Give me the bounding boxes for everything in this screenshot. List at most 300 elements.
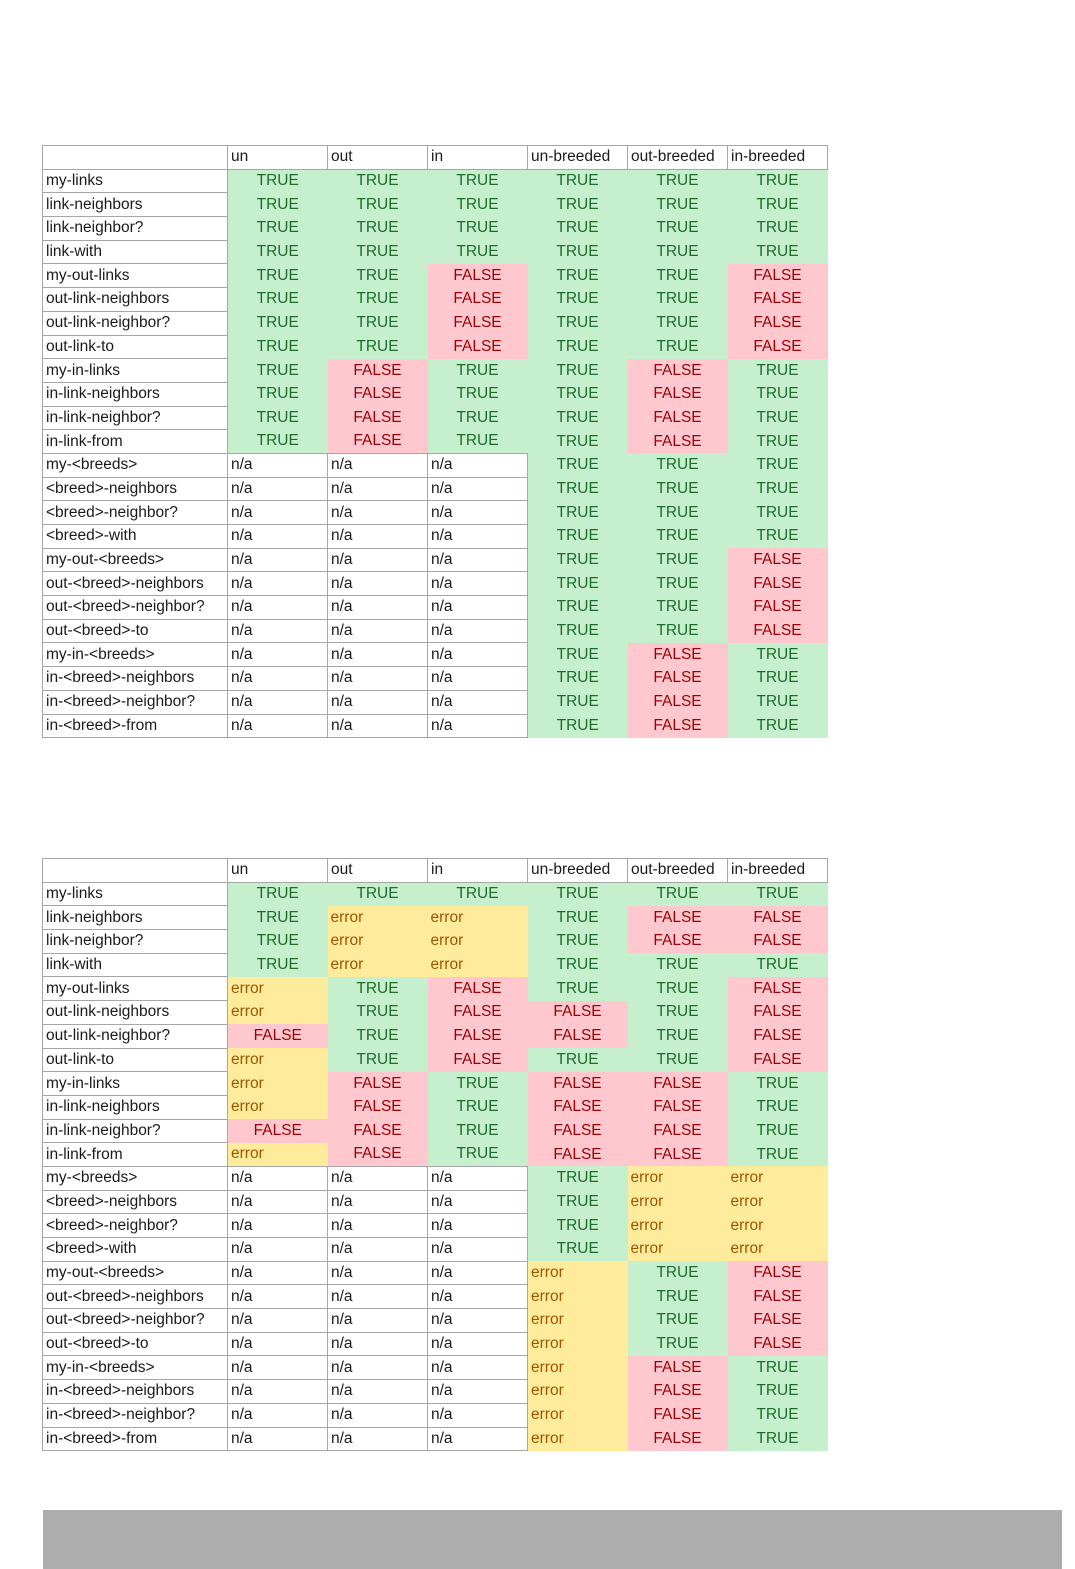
row-label: <breed>-with (43, 1238, 228, 1262)
table-row (43, 1119, 828, 1143)
result-cell: TRUE (328, 1048, 428, 1072)
row-label: in-link-from (43, 1143, 228, 1167)
corner-cell (43, 859, 228, 883)
table-row (43, 1048, 828, 1072)
result-cell: TRUE (328, 882, 428, 906)
result-cell: TRUE (528, 264, 628, 288)
result-cell: FALSE (728, 335, 828, 359)
result-cell: error (728, 1190, 828, 1214)
result-cell: n/a (228, 572, 328, 596)
result-cell: TRUE (228, 169, 328, 193)
result-cell: TRUE (528, 619, 628, 643)
result-cell: TRUE (328, 193, 428, 217)
result-cell: error (528, 1332, 628, 1356)
table-row (43, 1214, 828, 1238)
header-row (43, 146, 828, 170)
result-cell: TRUE (728, 359, 828, 383)
results-table-2 (42, 858, 828, 1451)
result-cell: FALSE (528, 1072, 628, 1096)
result-cell: n/a (328, 1238, 428, 1262)
result-cell: TRUE (228, 406, 328, 430)
result-cell: TRUE (228, 264, 328, 288)
row-label: out-link-to (43, 335, 228, 359)
result-cell: n/a (228, 1166, 328, 1190)
column-header: out-breeded (628, 859, 728, 883)
result-cell: FALSE (628, 1380, 728, 1404)
result-cell: TRUE (728, 193, 828, 217)
result-cell: n/a (228, 1285, 328, 1309)
result-cell: TRUE (528, 1238, 628, 1262)
column-header: out (328, 146, 428, 170)
result-cell: TRUE (628, 1048, 728, 1072)
table-row (43, 288, 828, 312)
result-cell: n/a (228, 477, 328, 501)
result-cell: TRUE (528, 667, 628, 691)
row-label: my-out-links (43, 264, 228, 288)
column-header: out-breeded (628, 146, 728, 170)
result-cell: n/a (328, 1427, 428, 1451)
result-cell: n/a (428, 572, 528, 596)
corner-cell (43, 146, 228, 170)
result-cell: n/a (228, 501, 328, 525)
result-cell: n/a (328, 596, 428, 620)
result-cell: n/a (328, 525, 428, 549)
result-cell: TRUE (528, 596, 628, 620)
column-header: out (328, 859, 428, 883)
result-cell: TRUE (528, 1166, 628, 1190)
result-cell: n/a (428, 1427, 528, 1451)
row-label: <breed>-with (43, 525, 228, 549)
result-cell: n/a (428, 596, 528, 620)
result-cell: TRUE (528, 430, 628, 454)
result-cell: error (428, 906, 528, 930)
result-cell: FALSE (628, 714, 728, 738)
result-cell: FALSE (428, 264, 528, 288)
column-header: in-breeded (728, 859, 828, 883)
result-cell: TRUE (528, 169, 628, 193)
result-cell: TRUE (228, 906, 328, 930)
result-cell: TRUE (728, 714, 828, 738)
result-cell: TRUE (628, 953, 728, 977)
column-header: in (428, 146, 528, 170)
result-cell: TRUE (628, 311, 728, 335)
row-label: in-<breed>-neighbors (43, 667, 228, 691)
column-header: un-breeded (528, 146, 628, 170)
result-cell: TRUE (728, 382, 828, 406)
result-cell: FALSE (728, 1048, 828, 1072)
result-cell: FALSE (628, 1143, 728, 1167)
result-cell: TRUE (328, 1024, 428, 1048)
result-cell: n/a (428, 1214, 528, 1238)
table-row (43, 596, 828, 620)
result-cell: FALSE (328, 1143, 428, 1167)
result-cell: TRUE (328, 288, 428, 312)
row-label: link-with (43, 240, 228, 264)
result-cell: TRUE (628, 977, 728, 1001)
result-cell: TRUE (628, 882, 728, 906)
result-cell: n/a (328, 477, 428, 501)
result-cell: FALSE (328, 359, 428, 383)
result-cell: TRUE (728, 525, 828, 549)
result-cell: TRUE (628, 193, 728, 217)
result-cell: TRUE (528, 240, 628, 264)
result-cell: TRUE (428, 1119, 528, 1143)
result-cell: n/a (428, 1190, 528, 1214)
result-cell: TRUE (528, 501, 628, 525)
result-cell: n/a (228, 1427, 328, 1451)
row-label: my-in-<breeds> (43, 1356, 228, 1380)
result-cell: TRUE (628, 548, 728, 572)
result-cell: TRUE (228, 953, 328, 977)
result-cell: n/a (428, 1309, 528, 1333)
result-cell: error (428, 930, 528, 954)
result-cell: FALSE (228, 1024, 328, 1048)
table-row (43, 477, 828, 501)
result-cell: FALSE (428, 1048, 528, 1072)
result-cell: TRUE (628, 169, 728, 193)
result-cell: TRUE (528, 477, 628, 501)
result-cell: TRUE (428, 406, 528, 430)
result-cell: TRUE (728, 1403, 828, 1427)
result-cell: TRUE (628, 1309, 728, 1333)
result-cell: error (528, 1403, 628, 1427)
result-cell: n/a (228, 548, 328, 572)
footer-bar (43, 1510, 1062, 1569)
result-cell: TRUE (728, 501, 828, 525)
result-cell: FALSE (728, 1024, 828, 1048)
table-row (43, 882, 828, 906)
result-cell: FALSE (628, 382, 728, 406)
result-cell: n/a (328, 1190, 428, 1214)
result-cell: TRUE (528, 548, 628, 572)
result-cell: error (528, 1285, 628, 1309)
result-cell: TRUE (728, 240, 828, 264)
row-label: link-neighbors (43, 906, 228, 930)
result-cell: n/a (228, 525, 328, 549)
result-cell: TRUE (728, 1143, 828, 1167)
result-cell: TRUE (628, 1332, 728, 1356)
row-label: out-<breed>-to (43, 1332, 228, 1356)
result-cell: TRUE (428, 359, 528, 383)
result-cell: n/a (328, 714, 428, 738)
column-header: un-breeded (528, 859, 628, 883)
row-label: in-link-neighbor? (43, 406, 228, 430)
result-cell: n/a (228, 667, 328, 691)
result-cell: n/a (428, 619, 528, 643)
result-cell: n/a (328, 1332, 428, 1356)
table-row (43, 714, 828, 738)
result-cell: FALSE (728, 906, 828, 930)
table-row (43, 643, 828, 667)
result-cell: FALSE (628, 667, 728, 691)
result-cell: TRUE (728, 882, 828, 906)
row-label: <breed>-neighbor? (43, 501, 228, 525)
row-label: out-<breed>-neighbor? (43, 596, 228, 620)
result-cell: n/a (328, 453, 428, 477)
result-cell: FALSE (528, 1024, 628, 1048)
result-cell: n/a (328, 1309, 428, 1333)
result-cell: TRUE (628, 288, 728, 312)
result-cell: FALSE (328, 1095, 428, 1119)
result-cell: n/a (428, 1356, 528, 1380)
result-cell: TRUE (728, 667, 828, 691)
result-cell: FALSE (428, 335, 528, 359)
table-row (43, 1095, 828, 1119)
result-cell: FALSE (328, 430, 428, 454)
result-cell: n/a (428, 477, 528, 501)
row-label: out-link-neighbor? (43, 1024, 228, 1048)
result-cell: error (628, 1214, 728, 1238)
result-cell: n/a (428, 525, 528, 549)
result-cell: n/a (428, 667, 528, 691)
result-cell: FALSE (528, 1119, 628, 1143)
table-row (43, 406, 828, 430)
result-cell: error (528, 1427, 628, 1451)
result-cell: n/a (228, 643, 328, 667)
result-cell: TRUE (628, 217, 728, 241)
result-cell: n/a (428, 1166, 528, 1190)
result-cell: TRUE (228, 311, 328, 335)
result-cell: n/a (228, 1190, 328, 1214)
result-cell: FALSE (728, 288, 828, 312)
row-label: link-neighbor? (43, 217, 228, 241)
result-cell: FALSE (728, 311, 828, 335)
result-cell: TRUE (528, 643, 628, 667)
result-cell: FALSE (428, 288, 528, 312)
result-cell: n/a (328, 501, 428, 525)
result-cell: error (528, 1309, 628, 1333)
result-cell: TRUE (528, 1190, 628, 1214)
result-cell: error (228, 1143, 328, 1167)
result-cell: error (328, 953, 428, 977)
result-cell: TRUE (528, 406, 628, 430)
row-label: my-<breeds> (43, 453, 228, 477)
result-cell: TRUE (228, 359, 328, 383)
table-row (43, 335, 828, 359)
result-cell: FALSE (328, 1072, 428, 1096)
result-cell: FALSE (628, 930, 728, 954)
row-label: out-link-neighbors (43, 1001, 228, 1025)
result-cell: TRUE (428, 1095, 528, 1119)
result-cell: TRUE (528, 1214, 628, 1238)
result-cell: TRUE (528, 906, 628, 930)
result-cell: error (228, 977, 328, 1001)
result-cell: TRUE (328, 169, 428, 193)
result-cell: TRUE (528, 525, 628, 549)
table-row (43, 572, 828, 596)
result-cell: FALSE (328, 1119, 428, 1143)
result-cell: TRUE (228, 193, 328, 217)
table-row (43, 311, 828, 335)
result-cell: TRUE (628, 596, 728, 620)
row-label: out-<breed>-to (43, 619, 228, 643)
table-row (43, 240, 828, 264)
result-cell: TRUE (528, 714, 628, 738)
result-cell: error (228, 1048, 328, 1072)
result-cell: n/a (428, 1261, 528, 1285)
result-cell: FALSE (628, 1403, 728, 1427)
result-cell: TRUE (428, 217, 528, 241)
result-cell: n/a (228, 1261, 328, 1285)
row-label: out-link-neighbor? (43, 311, 228, 335)
result-cell: TRUE (528, 572, 628, 596)
table-row (43, 453, 828, 477)
result-cell: TRUE (528, 453, 628, 477)
table-row (43, 1238, 828, 1262)
row-label: my-in-<breeds> (43, 643, 228, 667)
result-cell: n/a (328, 1285, 428, 1309)
result-cell: TRUE (628, 1024, 728, 1048)
row-label: my-links (43, 169, 228, 193)
table-row (43, 953, 828, 977)
result-cell: TRUE (228, 288, 328, 312)
result-cell: FALSE (728, 1309, 828, 1333)
result-cell: FALSE (628, 1119, 728, 1143)
result-cell: TRUE (628, 453, 728, 477)
result-cell: n/a (328, 1356, 428, 1380)
result-cell: n/a (328, 667, 428, 691)
table-row (43, 1285, 828, 1309)
result-cell: FALSE (528, 1095, 628, 1119)
result-cell: FALSE (228, 1119, 328, 1143)
result-cell: TRUE (528, 382, 628, 406)
result-cell: TRUE (228, 240, 328, 264)
table-row (43, 1166, 828, 1190)
result-cell: TRUE (528, 930, 628, 954)
result-cell: FALSE (728, 1332, 828, 1356)
table-row (43, 1072, 828, 1096)
result-cell: TRUE (528, 288, 628, 312)
row-label: link-neighbor? (43, 930, 228, 954)
table-row (43, 930, 828, 954)
result-cell: TRUE (528, 311, 628, 335)
row-label: my-links (43, 882, 228, 906)
column-header: in-breeded (728, 146, 828, 170)
result-cell: error (728, 1214, 828, 1238)
result-cell: TRUE (228, 217, 328, 241)
result-cell: n/a (228, 453, 328, 477)
row-label: my-in-links (43, 1072, 228, 1096)
table-row (43, 1380, 828, 1404)
result-cell: TRUE (528, 359, 628, 383)
result-cell: TRUE (728, 406, 828, 430)
result-cell: TRUE (728, 477, 828, 501)
row-label: in-<breed>-from (43, 714, 228, 738)
result-cell: n/a (328, 1166, 428, 1190)
row-label: out-link-neighbors (43, 288, 228, 312)
result-cell: FALSE (628, 430, 728, 454)
result-cell: n/a (328, 548, 428, 572)
result-cell: FALSE (628, 359, 728, 383)
table-row (43, 1356, 828, 1380)
results-table-1 (42, 145, 828, 738)
row-label: in-<breed>-neighbor? (43, 1403, 228, 1427)
result-cell: TRUE (628, 335, 728, 359)
result-cell: TRUE (328, 977, 428, 1001)
result-cell: FALSE (728, 1001, 828, 1025)
result-cell: FALSE (728, 264, 828, 288)
result-cell: n/a (428, 1238, 528, 1262)
result-cell: FALSE (628, 1072, 728, 1096)
result-cell: n/a (228, 714, 328, 738)
result-cell: error (628, 1190, 728, 1214)
result-cell: n/a (428, 1332, 528, 1356)
row-label: in-<breed>-neighbors (43, 1380, 228, 1404)
table-row (43, 619, 828, 643)
result-cell: TRUE (428, 1072, 528, 1096)
row-label: in-link-neighbors (43, 1095, 228, 1119)
table-row (43, 1190, 828, 1214)
column-header: un (228, 859, 328, 883)
result-cell: FALSE (628, 1095, 728, 1119)
result-cell: error (628, 1238, 728, 1262)
row-label: out-<breed>-neighbors (43, 572, 228, 596)
result-cell: error (328, 930, 428, 954)
result-cell: n/a (228, 1214, 328, 1238)
result-cell: n/a (428, 1285, 528, 1309)
result-cell: TRUE (628, 501, 728, 525)
result-cell: FALSE (328, 382, 428, 406)
result-cell: FALSE (428, 1024, 528, 1048)
result-cell: n/a (428, 690, 528, 714)
table-row (43, 430, 828, 454)
result-cell: FALSE (628, 906, 728, 930)
result-cell: FALSE (628, 1356, 728, 1380)
result-cell: n/a (328, 1261, 428, 1285)
result-cell: TRUE (528, 882, 628, 906)
table-row (43, 359, 828, 383)
result-cell: TRUE (228, 430, 328, 454)
result-cell: FALSE (728, 596, 828, 620)
result-cell: FALSE (628, 690, 728, 714)
result-cell: n/a (328, 1380, 428, 1404)
result-cell: TRUE (628, 525, 728, 549)
row-label: my-in-links (43, 359, 228, 383)
result-cell: TRUE (628, 1001, 728, 1025)
table-row (43, 690, 828, 714)
result-cell: TRUE (728, 1427, 828, 1451)
result-cell: FALSE (728, 930, 828, 954)
row-label: my-<breeds> (43, 1166, 228, 1190)
result-cell: TRUE (328, 240, 428, 264)
row-label: out-<breed>-neighbor? (43, 1309, 228, 1333)
result-cell: error (728, 1238, 828, 1262)
row-label: my-out-<breeds> (43, 1261, 228, 1285)
table-row (43, 501, 828, 525)
result-cell: error (628, 1166, 728, 1190)
result-cell: n/a (228, 690, 328, 714)
column-header: in (428, 859, 528, 883)
table-row (43, 1309, 828, 1333)
result-cell: FALSE (428, 977, 528, 1001)
result-cell: n/a (428, 453, 528, 477)
result-cell: TRUE (528, 977, 628, 1001)
row-label: in-link-neighbor? (43, 1119, 228, 1143)
result-cell: TRUE (328, 217, 428, 241)
result-cell: TRUE (628, 264, 728, 288)
table-row (43, 264, 828, 288)
result-cell: TRUE (228, 882, 328, 906)
result-cell: FALSE (728, 1285, 828, 1309)
row-label: link-with (43, 953, 228, 977)
result-cell: n/a (228, 1356, 328, 1380)
result-cell: error (728, 1166, 828, 1190)
result-cell: TRUE (628, 619, 728, 643)
table-row (43, 382, 828, 406)
result-cell: TRUE (428, 193, 528, 217)
result-cell: FALSE (628, 643, 728, 667)
result-cell: FALSE (728, 1261, 828, 1285)
